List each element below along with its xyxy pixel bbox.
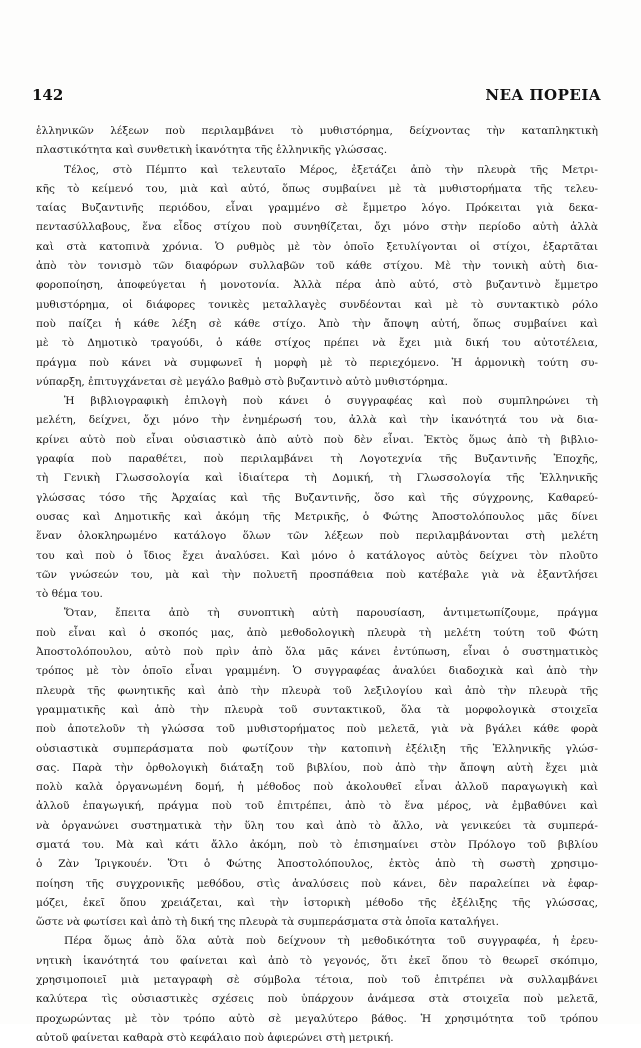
- body-text: [36, 122, 598, 1048]
- text-line: καὶ στὰ κατοπινὰ χρόνια. Ὁ ρυθμὸς μὲ τὸν ὁποῖο ξετυλίγονται οἱ στίχοι, ἐξαρτᾶται: [36, 240, 598, 253]
- text-line: αὐτοῦ φαίνεται καθαρὰ στὸ κεφάλαιο ποὺ ἀφιερώνει στὴ μετρική.: [36, 1031, 394, 1044]
- text-line: ὁ Ζὰν Ἰριγκουέν. Ὅτι ὁ Φώτης Ἀποστολόπουλος, ἐκτὸς ἀπὸ τὴ σωστὴ χρησιμο-: [36, 858, 598, 871]
- page-header: [32, 86, 601, 108]
- text-line: μὲ τὸ Δημοτικὸ τραγούδι, ὁ κάθε στίχος πρέπει νὰ ἔχει μιὰ δική του αὐτοτέλεια,: [36, 337, 598, 350]
- text-line: καλύτερα τὶς οὐσιαστικὲς σχέσεις ποὺ ὑπάρχουν ἀνάμεσα στὰ στοιχεῖα ποὺ μελετᾶ,: [36, 993, 598, 1006]
- text-line: Πέρα ὅμως ἀπὸ ὅλα αὐτὰ ποὺ δείχνουν τὴ μεθοδικότητα τοῦ συγγραφέα, ἡ ἐρευ-: [64, 935, 598, 948]
- text-line: σματά του. Μὰ καὶ κάτι ἄλλο ἀκόμη, ποὺ τὸ ἐπισημαίνει στὸν Πρόλογο τοῦ βιβλίου: [36, 838, 598, 851]
- text-line: τρόπος μὲ τὸν ὁποῖο εἶναι γραμμένη. Ὁ συγγραφέας ἀναλύει διαδοχικὰ καὶ ἀπὸ τὴν: [36, 665, 598, 678]
- text-line: ὥστε νὰ φωτίσει καὶ ἀπὸ τὴ δική της πλευρὰ τὰ συμπεράσματα στὰ ὁποῖα καταλήγει.: [36, 916, 499, 929]
- text-line: Τέλος, στὸ Πέμπτο καὶ τελευταῖο Μέρος, ἐξετάζει ἀπὸ τὴν πλευρὰ τῆς Μετρι-: [64, 163, 598, 176]
- text-line: νὰ ὀργανώνει συστηματικὰ τὴν ὕλη του καὶ ἀπὸ τὸ ἄλλο, νὰ γενικεύει τὰ συμπερά-: [36, 819, 598, 832]
- text-line: προχωρώντας μὲ τὸν τρόπο αὐτὸ σὲ μεγαλύτερο βάθος. Ἡ χρησιμότητα τοῦ τρόπου: [36, 1012, 598, 1025]
- text-line: πράγμα ποὺ κάνει νὰ συμφωνεῖ ἡ μορφὴ μὲ τὸ περιεχόμενο. Ἡ ἁρμονικὴ τούτη συ-: [36, 356, 598, 369]
- text-line: γλώσσας τόσο τῆς Ἀρχαίας καὶ τῆς Βυζαντινῆς, ὅσο καὶ τῆς σύγχρονης, Καθαρεύ-: [36, 491, 598, 504]
- text-line: ουσας καὶ Δημοτικῆς καὶ ἀκόμη τῆς Μετρικῆς, ὁ Φώτης Ἀποστολόπουλος μᾶς δίνει: [36, 510, 598, 523]
- text-line: πλαστικότητα καὶ συνθετικὴ ἱκανότητα τῆς ἑλληνικῆς γλώσσας.: [36, 144, 388, 157]
- text-line: Ἡ βιβλιογραφικὴ ἐπιλογὴ ποὺ κάνει ὁ συγγραφέας καὶ ποὺ συμπληρώνει τὴ: [64, 395, 598, 408]
- page-number: 142: [32, 86, 64, 104]
- text-line: σας. Παρὰ τὴν ὀρθολογικὴ διάταξη τοῦ βιβλίου, ποὺ ἀπὸ τὴν ἄποψη αὐτὴ ἔχει μιὰ: [36, 761, 598, 774]
- text-line: μυθιστόρημα, οἱ διάφορες τονικὲς μεταλλαγὲς συνδέονται καὶ μὲ τὸ συντακτικὸ ρόλο: [36, 298, 598, 311]
- text-line: νητικὴ ἱκανότητά του φαίνεται καὶ ἀπὸ τὸ γεγονός, ὅτι ἐκεῖ ὅπου τὸ θεωρεῖ σκόπιμο,: [36, 954, 598, 967]
- text-line: ἕναν ὁλοκληρωμένο κατάλογο ὅλων τῶν λέξεων ποὺ περιλαμβάνονται στὴ μελέτη: [36, 530, 598, 543]
- text-line: Ἀποστολόπουλου, αὐτὸ ποὺ πρὶν ἀπὸ ὅλα μᾶς κάνει ἐντύπωση, εἶναι ὁ συστηματικὸς: [36, 646, 598, 659]
- text-line: ταίας Βυζαντινῆς περιόδου, εἶναι γραμμένο σὲ ἔμμετρο λόγο. Πρόκειται γιὰ δεκα-: [36, 202, 598, 215]
- text-line: γραφία ποὺ παραθέτει, ποὺ περιλαμβάνει τὴ Λογοτεχνία τῆς Βυζαντινῆς Ἐποχῆς,: [36, 453, 598, 466]
- text-line: οὐσιαστικὰ συμπεράσματα ποὺ φωτίζουν τὴν κατοπινὴ ἐξέλιξη τῆς Ἑλληνικῆς γλώσ-: [36, 742, 598, 755]
- text-line: κρίνει αὐτὸ ποὺ εἶναι οὐσιαστικὸ ἀπὸ αὐτὸ ποὺ δὲν εἶναι. Ἐκτὸς ὅμως ἀπὸ τὴ βιβλιο-: [36, 433, 598, 446]
- text-line: γραμματικῆς καὶ ἀπὸ τὴν πλευρὰ τοῦ συντακτικοῦ, ὅλα τὰ μορφολογικὰ στοιχεῖα: [36, 703, 598, 716]
- text-line: ποὺ εἶναι καὶ ὁ σκοπός μας, ἀπὸ μεθοδολογικὴ πλευρὰ τὴ μελέτη τούτη τοῦ Φώτη: [36, 626, 598, 639]
- text-line: νύπαρξη, ἐπιτυγχάνεται σὲ μεγάλο βαθμὸ στὸ βυζαντινὸ αὐτὸ μυθιστόρημα.: [36, 375, 448, 388]
- text-line: πεντασύλλαβους, ἕνα εἶδος στίχου ποὺ συνηθίζεται, ὄχι μόνο στὴν περίοδο αὐτὴ ἀλλὰ: [36, 221, 598, 234]
- text-line: χρησιμοποιεῖ μιὰ μεταγραφὴ σὲ σύμβολα τέτοια, ποὺ τοῦ ἐπιτρέπει νὰ συλλαμβάνει: [36, 974, 598, 987]
- running-title: ΝΕΑ ΠΟΡΕΙΑ: [485, 86, 601, 104]
- text-line: πλευρὰ τῆς φωνητικῆς καὶ ἀπὸ τὴν πλευρὰ τοῦ λεξιλογίου καὶ ἀπὸ τὴν πλευρὰ τῆς: [36, 684, 598, 697]
- text-line: πολὺ καλὰ ὀργανωμένη δομή, ἡ μέθοδος ποὺ ἀκολουθεῖ εἶναι ἀλλοῦ παραγωγικὴ καὶ: [36, 781, 598, 794]
- text-line: Ὅταν, ἔπειτα ἀπὸ τὴ συνοπτικὴ αὐτὴ παρουσίαση, ἀντιμετωπίζουμε, πράγμα: [64, 607, 598, 620]
- text-line: τῶν γνώσεών του, μὰ καὶ τὴν πολυετῆ προσπάθεια ποὺ κατέβαλε γιὰ νὰ ἐξαντλήσει: [36, 568, 598, 581]
- text-line: του καὶ ποὺ ὁ ἴδιος ἔχει ἀναλύσει. Καὶ μόνο ὁ κατάλογος αὐτὸς δείχνει τὸν πλοῦτο: [36, 549, 598, 562]
- text-line: κῆς τὸ κείμενό του, μιὰ καὶ αὐτό, ὅπως συμβαίνει μὲ τὰ μυθιστορήματα τῆς τελευ-: [36, 182, 598, 195]
- text-line: μόζει, ἐκεῖ ὅπου χρειάζεται, καὶ τὴν ἱστορικὴ μέθοδο τῆς ἐξέλιξης τῆς γλώσσας,: [36, 896, 598, 909]
- text-line: μελέτη, δείχνει, ὄχι μόνο τὴν ἐνημέρωσή του, ἀλλὰ καὶ τὴν ἱκανότητά του νὰ δια-: [36, 414, 598, 427]
- text-line: ἀπὸ τὸν τονισμὸ τῶν διαφόρων συλλαβῶν τοῦ κάθε στίχου. Μὲ τὴν τονικὴ αὐτὴ δια-: [36, 260, 598, 273]
- text-line: ποὺ ἀποτελοῦν τὴ γλώσσα τοῦ μυθιστορήματος ποὺ μελετᾶ, γιὰ νὰ βγάλει κάθε φορὰ: [36, 723, 598, 736]
- text-line: ποίηση τῆς συγχρονικῆς μεθόδου, στὶς ἀναλύσεις ποὺ κάνει, δὲν παραλείπει νὰ ἐφαρ-: [36, 877, 598, 890]
- text-line: ἑλληνικῶν λέξεων ποὺ περιλαμβάνει τὸ μυθιστόρημα, δείχνοντας τὴν καταπληκτικὴ: [36, 125, 598, 137]
- text-line: ποὺ παίζει ἡ κάθε λέξη σὲ κάθε στίχο. Ἀπὸ τὴν ἄποψη αὐτή, ὅπως συμβαίνει καὶ: [36, 317, 598, 330]
- text-line: φοροποίηση, ἀποφεύγεται ἡ μονοτονία. Ἀλλὰ πέρα ἀπὸ αὐτό, στὸ βυζαντινὸ ἔμμετρο: [36, 279, 598, 292]
- text-line: ἀλλοῦ ἐπαγωγική, πράγμα ποὺ τοῦ ἐπιτρέπει, ἀπὸ τὸ ἕνα μέρος, νὰ ἐμβαθύνει καὶ: [36, 800, 598, 813]
- text-line: τὴ Γενικὴ Γλωσσολογία καὶ ἰδιαίτερα τὴ Δομική, τὴ Γλωσσολογία τῆς Ἑλληνικῆς: [36, 472, 598, 485]
- text-line: τὸ θέμα του.: [36, 588, 103, 601]
